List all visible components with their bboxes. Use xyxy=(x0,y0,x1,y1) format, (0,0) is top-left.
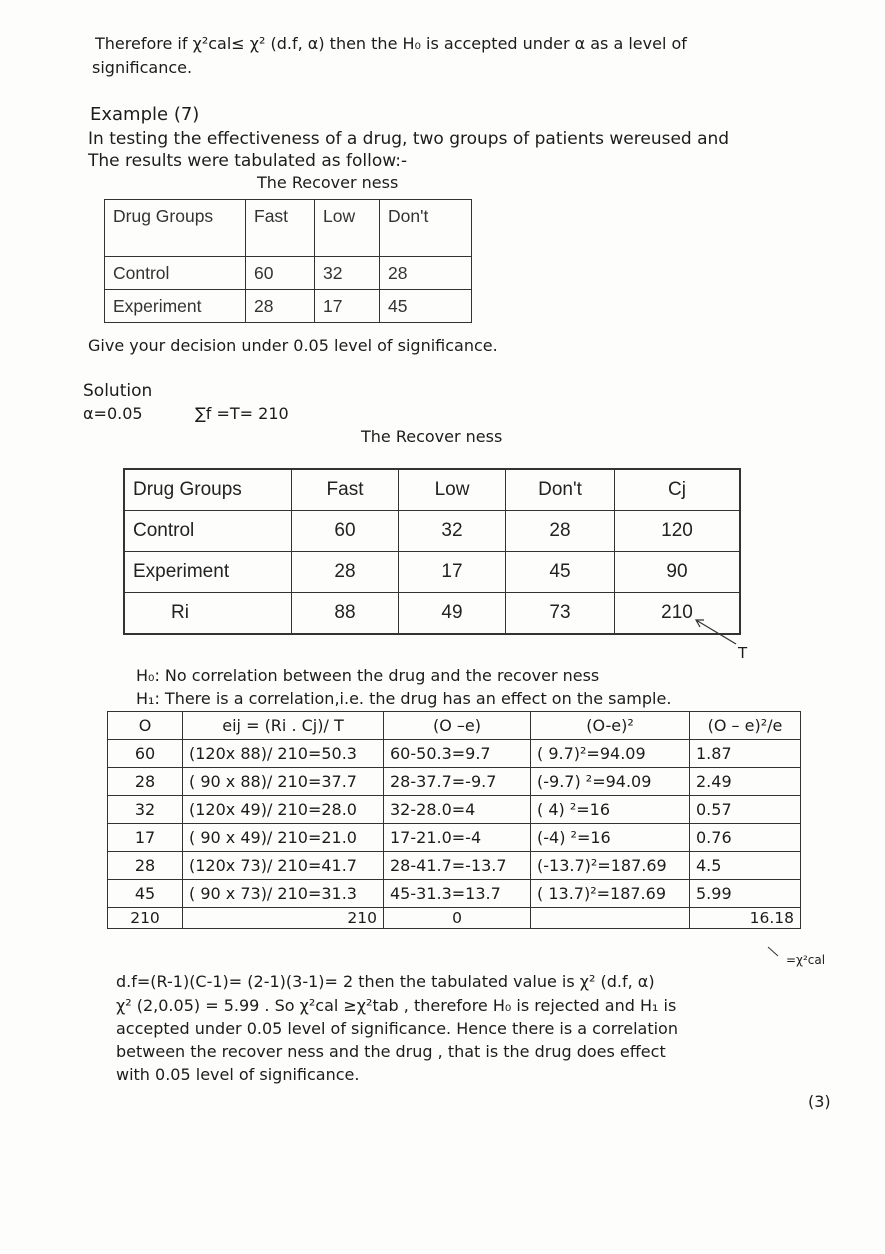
table-cell xyxy=(531,908,690,929)
table-header-cell: Low xyxy=(315,200,380,257)
table-cell: (120x 73)/ 210=41.7 xyxy=(183,852,384,880)
table-cell: ( 90 x 49)/ 210=21.0 xyxy=(183,824,384,852)
table-cell: 32 xyxy=(315,257,380,290)
table-header-cell: (O-e)² xyxy=(531,712,690,740)
table-cell: 210 xyxy=(615,593,741,635)
table-cell: 120 xyxy=(615,511,741,552)
table-cell: 28 xyxy=(246,290,315,323)
table-header-row xyxy=(105,200,472,257)
example-line-1: In testing the effectiveness of a drug, two groups of patients wereused and xyxy=(88,129,730,149)
table-header-cell: Cj xyxy=(615,469,741,511)
conclusion-line-3: accepted under 0.05 level of significance. Hence there is a correlation xyxy=(116,1019,678,1038)
table-row xyxy=(108,740,801,768)
table-cell: Experiment xyxy=(124,552,292,593)
solution-total: ∑f =T= 210 xyxy=(195,404,289,423)
table-cell: 28-41.7=-13.7 xyxy=(384,852,531,880)
table-cell: 0.76 xyxy=(690,824,801,852)
solution-observed-table xyxy=(123,468,741,635)
h0-statement: H₀: No correlation between the drug and the recover ness xyxy=(136,666,600,685)
table-cell: 28 xyxy=(108,852,183,880)
table-cell: 73 xyxy=(506,593,615,635)
table-cell: 28 xyxy=(292,552,399,593)
table-cell: 60-50.3=9.7 xyxy=(384,740,531,768)
table-cell: (-9.7) ²=94.09 xyxy=(531,768,690,796)
intro-line-2: significance. xyxy=(92,58,193,77)
table-cell: 28 xyxy=(380,257,472,290)
table-cell: (-4) ²=16 xyxy=(531,824,690,852)
table-cell: 5.99 xyxy=(690,880,801,908)
table-row xyxy=(108,880,801,908)
conclusion-line-2: χ² (2,0.05) = 5.99 . So χ²cal ≥χ²tab , therefore H₀ is rejected and H₁ is xyxy=(116,996,677,1015)
table-cell: 2.49 xyxy=(690,768,801,796)
table-cell: 60 xyxy=(246,257,315,290)
table-cell: 45-31.3=13.7 xyxy=(384,880,531,908)
example-line-2: The results were tabulated as follow:- xyxy=(88,151,408,171)
table-cell: 1.87 xyxy=(690,740,801,768)
table-cell: 28-37.7=-9.7 xyxy=(384,768,531,796)
table-cell: (120x 88)/ 210=50.3 xyxy=(183,740,384,768)
table-header-cell: Fast xyxy=(292,469,399,511)
table-cell: Ri xyxy=(124,593,292,635)
table-row xyxy=(124,593,740,635)
table-cell: 0.57 xyxy=(690,796,801,824)
table-cell: Control xyxy=(105,257,246,290)
table-cell: 4.5 xyxy=(690,852,801,880)
table-row xyxy=(105,257,472,290)
table-cell: ( 90 x 73)/ 210=31.3 xyxy=(183,880,384,908)
t-label: T xyxy=(738,644,748,662)
table-cell: 210 xyxy=(108,908,183,929)
solution-title: Solution xyxy=(83,381,153,401)
table-cell: 17-21.0=-4 xyxy=(384,824,531,852)
example-table-caption: The Recover ness xyxy=(257,173,399,192)
solution-table-caption: The Recover ness xyxy=(361,427,503,446)
table-header-row xyxy=(108,712,801,740)
table-cell: 17 xyxy=(108,824,183,852)
table-cell: ( 9.7)²=94.09 xyxy=(531,740,690,768)
table-cell: 17 xyxy=(399,552,506,593)
calculation-table xyxy=(107,711,801,929)
table-cell: 45 xyxy=(380,290,472,323)
table-header-cell: (O –e) xyxy=(384,712,531,740)
table-header-cell: Low xyxy=(399,469,506,511)
table-cell: 88 xyxy=(292,593,399,635)
example-title: Example (7) xyxy=(90,104,200,125)
table-cell: 49 xyxy=(399,593,506,635)
table-header-cell: Drug Groups xyxy=(105,200,246,257)
table-cell: ( 4) ²=16 xyxy=(531,796,690,824)
table-cell: 28 xyxy=(506,511,615,552)
table-cell: 60 xyxy=(108,740,183,768)
example-question: Give your decision under 0.05 level of significance. xyxy=(88,336,498,355)
table-cell: 16.18 xyxy=(690,908,801,929)
table-cell: 45 xyxy=(506,552,615,593)
table-cell: (-13.7)²=187.69 xyxy=(531,852,690,880)
table-header-cell: (O – e)²/e xyxy=(690,712,801,740)
table-row xyxy=(124,552,740,593)
table-cell: 28 xyxy=(108,768,183,796)
conclusion-line-4: between the recover ness and the drug , that is the drug does effect xyxy=(116,1042,666,1061)
table-row xyxy=(124,511,740,552)
table-header-cell: Don't xyxy=(380,200,472,257)
table-cell: 32-28.0=4 xyxy=(384,796,531,824)
table-cell: Experiment xyxy=(105,290,246,323)
page-number: (3) xyxy=(808,1092,831,1111)
intro-line-1: Therefore if χ²cal≤ χ² (d.f, α) then the H₀ is accepted under α as a level of xyxy=(95,34,687,53)
conclusion-line-1: d.f=(R-1)(C-1)= (2-1)(3-1)= 2 then the tabulated value is χ² (d.f, α) xyxy=(116,972,655,991)
table-header-cell: Don't xyxy=(506,469,615,511)
chi-cal-label: =χ²cal xyxy=(786,953,826,967)
table-row xyxy=(108,768,801,796)
table-cell: 60 xyxy=(292,511,399,552)
table-cell: ( 90 x 88)/ 210=37.7 xyxy=(183,768,384,796)
table-cell: ( 13.7)²=187.69 xyxy=(531,880,690,908)
table-cell: 0 xyxy=(384,908,531,929)
table-header-cell: O xyxy=(108,712,183,740)
table-row xyxy=(105,290,472,323)
table-total-row xyxy=(108,908,801,929)
table-row xyxy=(108,852,801,880)
table-cell: 210 xyxy=(183,908,384,929)
h1-statement: H₁: There is a correlation,i.e. the drug has an effect on the sample. xyxy=(136,689,672,708)
table-cell: 17 xyxy=(315,290,380,323)
table-header-cell: eij = (Ri . Cj)/ T xyxy=(183,712,384,740)
table-header-cell: Fast xyxy=(246,200,315,257)
table-cell: (120x 49)/ 210=28.0 xyxy=(183,796,384,824)
arrow-icon xyxy=(764,944,784,960)
solution-alpha: α=0.05 xyxy=(83,404,143,423)
table-row xyxy=(108,824,801,852)
table-cell: Control xyxy=(124,511,292,552)
example-data-table xyxy=(104,199,472,323)
table-cell: 45 xyxy=(108,880,183,908)
table-row xyxy=(108,796,801,824)
table-header-cell: Drug Groups xyxy=(124,469,292,511)
conclusion-line-5: with 0.05 level of significance. xyxy=(116,1065,360,1084)
table-cell: 32 xyxy=(108,796,183,824)
table-cell: 90 xyxy=(615,552,741,593)
table-cell: 32 xyxy=(399,511,506,552)
table-header-row xyxy=(124,469,740,511)
